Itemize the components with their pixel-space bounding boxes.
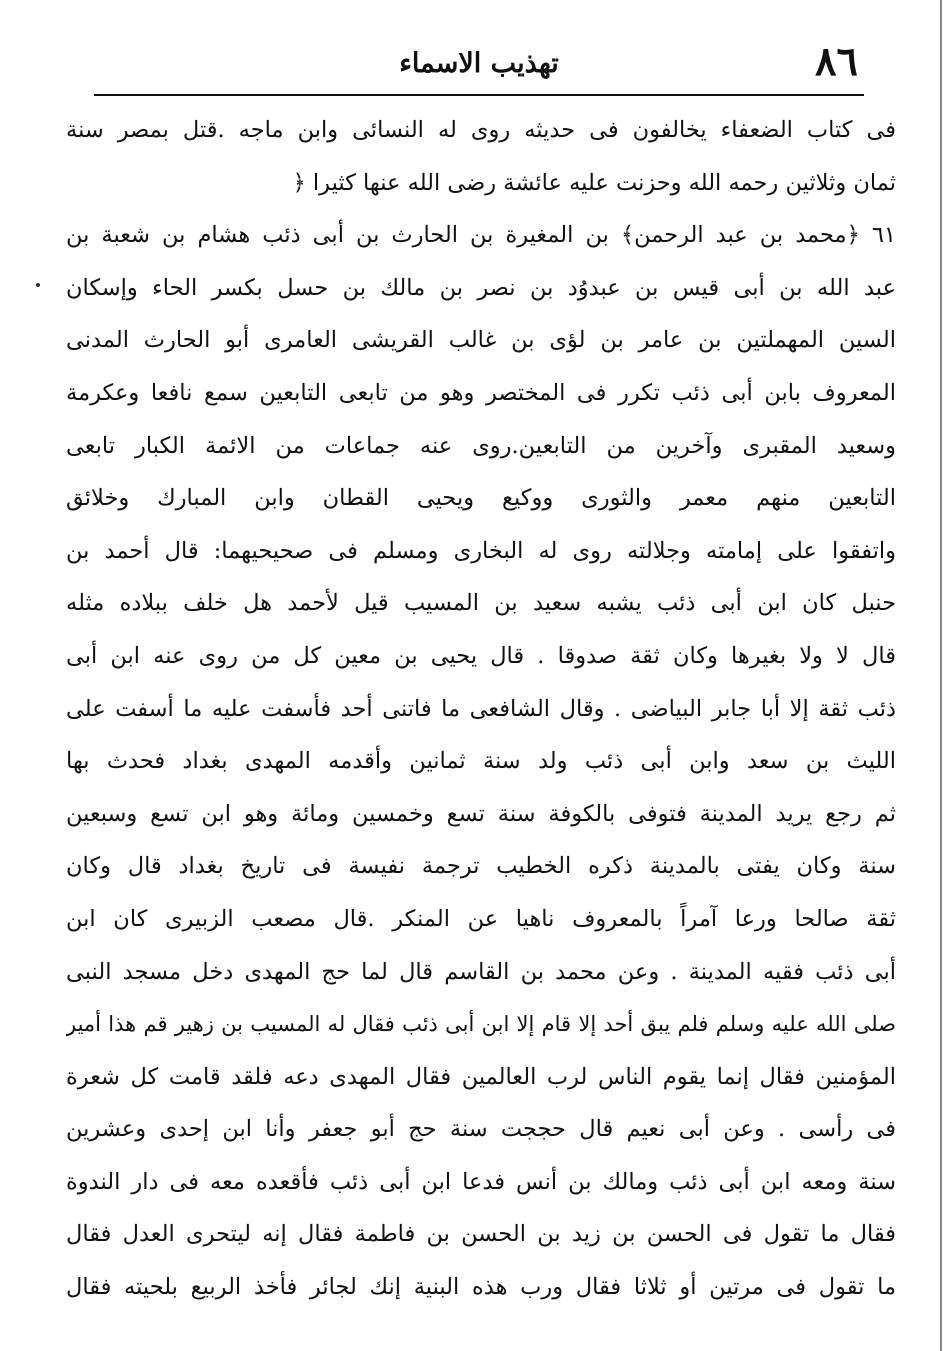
text-line: ثقة صالحا ورعا آمراً بالمعروف ناهيا عن المنكر .قال مصعب الزبيرى كان ابن [66, 905, 896, 932]
text-line: الليث بن سعد وابن أبى ذئب ولد سنة ثمانين وأقدمه المهدى بغداد فحدث بها [66, 748, 896, 775]
page-number: ٨٦ [815, 38, 858, 85]
text-line: وسعيد المقبرى وآخرين من التابعين.روى عنه جماعات من الائمة الكبار تابعى [66, 432, 896, 459]
page-edge-line [940, 0, 942, 1351]
text-line: فقال ما تقول فى الحسن بن زيد بن الحسن بن فاطمة فقال إنه ليتحرى العدل فقال [66, 1221, 896, 1248]
text-line: صلى الله عليه وسلم فلم يبق أحد إلا قام إلا ابن أبى ذئب فقال له المسيب بن زهير قم هذا أمير [66, 1012, 896, 1037]
text-line: السين المهملتين بن عامر بن لؤى بن غالب القريشى العامرى أبو الحارث المدنى [66, 327, 896, 354]
text-line: سنة ومعه ابن أبى ذئب ومالك بن أنس فدعا ابن أبى ذئب فأقعده معه فى دار الندوة [66, 1168, 896, 1195]
text-line: المؤمنين فقال إنما يقوم الناس لرب العالمين فقال المهدى دعه فلقد قامت كل شعرة [66, 1063, 896, 1090]
text-line: ما تقول فى مرتين أو ثلاثا فقال ورب هذه البنية إنك لجائر فأخذ الربيع بلحيته فقال [66, 1274, 896, 1301]
text-line: واتفقوا على إمامته وجلالته روى له البخارى ومسلم فى صحيحيهما: قال أحمد بن [66, 537, 896, 564]
text-line: ثمان وثلاثين رحمه الله وحزنت عليه عائشة رضى الله عنها كثيرا ﴿ [292, 169, 896, 196]
text-line: ذئب ثقة إلا أبا جابر البياضى . وقال الشافعى ما فاتنى أحد فأسفت عليه ما أسفت على [66, 695, 896, 722]
text-line: أبى ذئب فقيه المدينة . وعن محمد بن القاسم قال لما حج المهدى دخل مسجد النبى [66, 958, 896, 985]
page-header [94, 40, 864, 92]
text-line: فى رأسى . وعن أبى نعيم قال حججت سنة حج أبو جعفر وأنا ابن إحدى وعشرين [66, 1116, 896, 1143]
text-line: ثم رجع يريد المدينة فتوفى بالكوفة سنة تسع وخمسين ومائة وهو ابن تسع وسبعين [66, 800, 896, 827]
text-line: فى كتاب الضعفاء يخالفون فى حديثه روى له النسائى وابن ماجه .قتل بمصر سنة [66, 117, 896, 143]
header-divider [94, 94, 864, 96]
text-line: قال لا ولا بغيرها وكان ثقة صدوقا . قال يحيى بن معين كل من روى عنه ابن أبى [66, 642, 896, 669]
running-title: تهذيب الاسماء [399, 48, 559, 79]
text-line: المعروف بابن أبى ذئب تكرر فى المختصر وهو من تابعى التابعين سمع نافعا وعكرمة [66, 379, 896, 406]
page-body-text [66, 104, 896, 1314]
margin-mark [36, 283, 40, 287]
text-line: التابعين منهم معمر والثورى ووكيع ويحيى القطان وابن المبارك وخلائق [66, 485, 896, 512]
text-line: حنبل كان ابن أبى ذئب يشبه سعيد بن المسيب قيل لأحمد هل خلف ببلاده مثله [66, 590, 896, 617]
text-line: ٦١ ﴿محمد بن عبد الرحمن﴾ بن المغيرة بن الحارث بن أبى ذئب هشام بن شعبة بن [66, 222, 896, 249]
text-line: سنة وكان يفتى بالمدينة ذكره الخطيب ترجمة نفيسة فى تاريخ بغداد قال وكان [66, 853, 896, 880]
text-line: عبد الله بن أبى قيس بن عبدوُد بن نصر بن مالك بن حسل بكسر الحاء وإسكان [66, 274, 896, 301]
